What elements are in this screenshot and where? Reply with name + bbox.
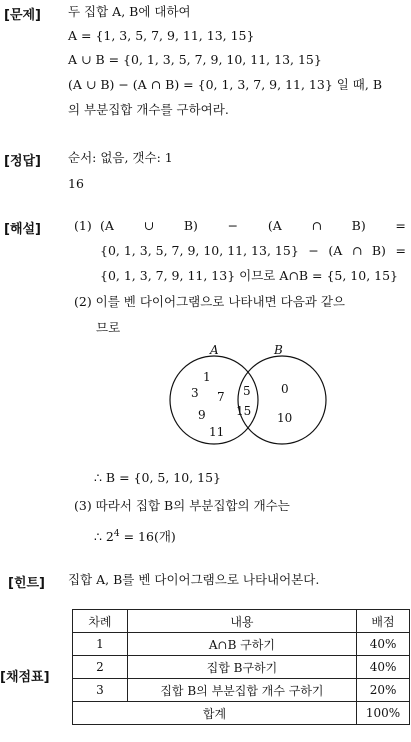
problem-tag: [문제] [4, 8, 41, 23]
step1-expression-line-1 [100, 218, 406, 234]
token: {0, 1, 3, 5, 7, 9, 10, 11, 13, 15} [100, 243, 299, 258]
token: = [395, 218, 406, 233]
venn-element: 15 [236, 404, 252, 418]
step1-expression-line-2 [100, 243, 406, 259]
scoring-tag: [채점표] [0, 670, 50, 685]
token: − [227, 218, 239, 233]
scoring-total-label: 합계 [73, 702, 357, 725]
scoring-header-row [73, 610, 410, 633]
scoring-cell: 40% [357, 633, 410, 656]
step1-expression-line-3: {0, 1, 3, 7, 9, 11, 13} 이므로 A∩B = {5, 10, 15} [100, 268, 399, 283]
venn-element: 10 [277, 411, 293, 425]
token: (A [100, 218, 114, 233]
scoring-table [72, 609, 410, 725]
table-row [73, 656, 410, 679]
token: ∪ [143, 218, 155, 233]
scoring-cell: 2 [73, 656, 128, 679]
scoring-cell: 1 [73, 633, 128, 656]
scoring-cell: 40% [357, 656, 410, 679]
scoring-total-row [73, 702, 410, 725]
step1-number: (1) [74, 218, 92, 233]
hint-text: 집합 A, B를 벤 다이어그램으로 나타내어본다. [68, 572, 320, 587]
venn-element: 1 [203, 370, 211, 384]
venn-element: 11 [209, 425, 225, 439]
step2-result: ∴ B = {0, 5, 10, 15} [94, 470, 221, 485]
answer-tag: [정답] [4, 154, 41, 169]
venn-element: 5 [243, 384, 251, 398]
scoring-cell: 3 [73, 679, 128, 702]
problem-line-4: (A ∪ B) − (A ∩ B) = {0, 1, 3, 7, 9, 11, 13} 일 때, B [68, 77, 383, 92]
scoring-cell: 20% [357, 679, 410, 702]
problem-line-3: A ∪ B = {0, 1, 3, 5, 7, 9, 10, 11, 13, 15} [68, 52, 322, 67]
answer-line-2: 16 [68, 176, 84, 191]
token: − [308, 243, 319, 258]
token: B) [371, 243, 386, 258]
venn-diagram [160, 340, 340, 460]
scoring-cell: 집합 B구하기 [127, 656, 356, 679]
scoring-total-value: 100% [357, 702, 410, 725]
step3-line-1: (3) 따라서 집합 B의 부분집합의 개수는 [74, 498, 290, 513]
table-row [73, 679, 410, 702]
scoring-header: 내용 [127, 610, 356, 633]
token: ∩ [351, 243, 363, 258]
explanation-tag: [해설] [4, 222, 41, 237]
token: ∩ [311, 218, 322, 233]
venn-element: 7 [217, 390, 225, 404]
scoring-cell: A∩B 구하기 [127, 633, 356, 656]
venn-element: 0 [281, 382, 289, 396]
token: B) [183, 218, 198, 233]
token: = [395, 243, 406, 258]
step3-result [94, 526, 176, 545]
venn-circle-b [238, 356, 326, 444]
answer-line-1: 순서: 없음, 갯수: 1 [68, 150, 173, 165]
problem-line-2: A = {1, 3, 5, 7, 9, 11, 13, 15} [68, 28, 255, 43]
step3-base: ∴ 2 [94, 529, 114, 545]
problem-line-5: 의 부분집합 개수를 구하여라. [68, 102, 229, 117]
step2-line-1: (2) 이를 벤 다이어그램으로 나타내면 다음과 같으 [74, 294, 345, 309]
token: (A [267, 218, 282, 233]
hint-tag: [힌트] [8, 576, 45, 591]
scoring-header: 배점 [357, 610, 410, 633]
step2-line-2: 므로 [96, 320, 121, 335]
token: (A [328, 243, 343, 258]
token: B) [351, 218, 366, 233]
step3-value: = 16(개) [119, 529, 176, 545]
step3-exponent: 4 [113, 529, 120, 539]
scoring-header: 차례 [73, 610, 128, 633]
venn-label-b: B [274, 343, 283, 357]
scoring-cell: 집합 B의 부분집합 개수 구하기 [127, 679, 356, 702]
venn-element: 9 [198, 408, 206, 422]
table-row [73, 633, 410, 656]
venn-element: 3 [191, 386, 199, 400]
problem-line-1: 두 집합 A, B에 대하여 [68, 4, 191, 19]
venn-label-a: A [210, 343, 219, 357]
